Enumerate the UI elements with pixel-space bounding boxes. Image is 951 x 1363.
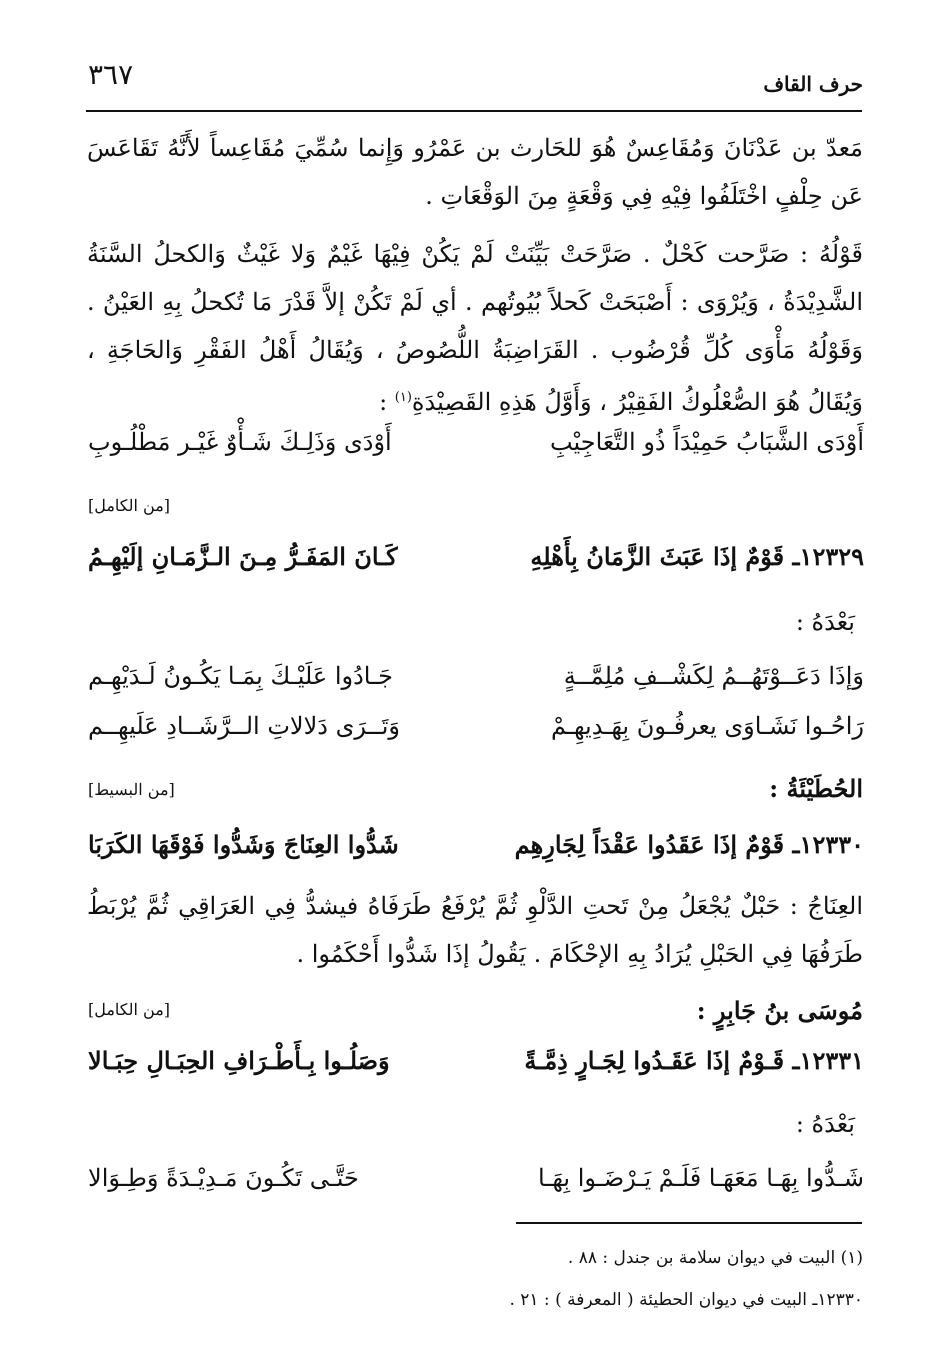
header-rule: [86, 110, 862, 112]
verse-intro: [88, 428, 864, 474]
verse-b-second-hemistich: وَتَــرَى دَلالاتِ الــرَّشَــادِ عَلَيهِــم: [88, 712, 400, 740]
page-number: ٣٦٧: [88, 58, 134, 91]
verse-intro-first-hemistich: أَوْدَى الشَّبَابُ حَمِيْدَاً ذُو التَّعَاجِيْبِ: [549, 428, 864, 456]
paragraph-2-text: قَوْلُهُ : صَرَّحت كَحْلٌ . صَرَّحَتْ بَيِّنَتْ لَمْ يَكُنْ فِيْهَا غَيْمٌ وَلا غَيْثٌ وَالكحلُ السَّنَةُ الشَّدِيْدَةُ ، وَيُرْوَى : أَصْبَحَتْ كَحلاً بُيُوتُهم . أي لَمْ تَكُنْ إلاَّ قَدْرَ مَا تُكحلُ بِهِ العَيْنُ . وَقَوْلُهُ مَأْوَى كُلِّ قُرْضُوب . القَرَاضِبَةُ اللُّصُوصُ ، وَيُقَالُ أَهْلُ الفَقْرِ وَالحَاجَةِ ، وَيُقَالُ هُوَ الصُّعْلُوكُ الفَقِيْرُ ، وَأَوَّلُ هَذِهِ القَصِيْدَةِ: [87, 240, 863, 416]
paragraph-2-end: :: [379, 388, 395, 416]
verse-12330: [88, 830, 864, 876]
meter-label-3: [من الكامل]: [88, 1000, 171, 1019]
after-label-1: بَعْدَهُ :: [795, 608, 855, 636]
verse-12330-first-hemistich: قَوْمٌ إذَا عَقَدُوا عَقْدَاً لِجَارِهِم: [514, 830, 785, 859]
verse-12331-second-hemistich: وَصَلُـوا بِـأَطْـرَافِ الحِبَـالِ حِبَـالا: [88, 1046, 390, 1075]
verse-12330-second-hemistich: شَدُّوا العِنَاجَ وَشَدُّوا فَوْقَهَا الكَرَبَا: [88, 830, 399, 859]
verse-12329-second-hemistich: كَـانَ المَفَـرُّ مِـنَ الـزَّمَـانِ إلَيْهِـمُ: [88, 542, 398, 571]
footnote-marker: (١): [394, 390, 412, 405]
paragraph-3-text: العِنَاجُ : حَبْلٌ يُجْعَلُ مِنْ تَحتِ الدَّلْوِ ثُمَّ يُرْفَعُ طَرَفَاهُ فيشدُّ فِي العَرَاقِي ثُمَّ يُرْبَطُ طَرَفُهَا فِي الحَبْلِ يُرَادُ بِهِ الإحْكَامَ . يَقُولُ إذَا شَدُّوا أَحْكَمُوا .: [87, 892, 863, 968]
verse-12330-number: ١٢٣٣٠ـ: [792, 830, 864, 859]
meter-label-2: [من البسيط]: [88, 780, 175, 799]
verse-12329-first-hemistich: قَوْمٌ إذَا عَبَثَ الزَّمَانُ بِأَهْلِهِ: [530, 542, 785, 571]
paragraph-1: [87, 124, 863, 220]
paragraph-3: [87, 882, 863, 978]
verse-a: [88, 662, 864, 708]
footnote-2: ١٢٣٣٠ـ البيت في ديوان الحطيئة ( المعرفة ) : ٢١ .: [509, 1290, 863, 1310]
verse-c: [88, 1164, 864, 1210]
after-label-2: بَعْدَهُ :: [795, 1110, 855, 1138]
poet-musa: مُوسَى بنُ جَابِرٍ :: [696, 996, 863, 1025]
meter-label-1: [من الكامل]: [88, 496, 171, 515]
paragraph-2: [87, 230, 863, 426]
verse-c-second-hemistich: حَتَّـى تَكُـونَ مَـدِيْـدَةً وَطِـوَالا: [88, 1164, 359, 1192]
verse-12331-first-hemistich: قَـوْمٌ إذَا عَقَـدُوا لِجَـارٍ ذِمَّـةً: [524, 1046, 785, 1075]
poet-hutayah: الحُطَيْئَةُ :: [769, 774, 863, 803]
verse-12331: [88, 1046, 864, 1092]
verse-b-first-hemistich: رَاحُـوا نَشَـاوَى يعرفُـونَ بِهَـدِيهِـمْ: [550, 712, 864, 740]
paragraph-1-text: مَعدّ بن عَدْنَانَ وَمُقَاعِسٌ هُوَ للحَارث بن عَمْرُو وَإِنما سُمِّيَ مُقَاعِساً لأَنَّهُ تَقَاعَسَ عَن حِلْفٍ اخْتَلَفُوا فِيْهِ فِي وَقْعَةٍ مِنَ الوَقْعَاتِ .: [87, 134, 863, 210]
verse-intro-second-hemistich: أَوْدَى وَذَلِـكَ شَـأْوٌ غَيْـر مَطْلُـوبِ: [88, 428, 392, 456]
verse-12331-number: ١٢٣٣١ـ: [792, 1046, 864, 1075]
verse-12329-number: ١٢٣٢٩ـ: [792, 542, 864, 571]
verse-a-second-hemistich: جَـادُوا عَلَيْـكَ بِمَـا يَكُـونُ لَـدَيْهِـم: [88, 662, 393, 690]
verse-b: [88, 712, 864, 758]
footnote-rule: [516, 1222, 862, 1224]
footnote-1: (١) البيت في ديوان سلامة بن جندل : ٨٨ .: [567, 1248, 863, 1268]
verse-a-first-hemistich: وَإذَا دَعَــوْتَهُــمُ لِكَشْــفِ مُلِمَّــةٍ: [563, 662, 864, 690]
verse-c-first-hemistich: شَـدُّوا بِهَـا مَعَهَـا فَلَـمْ يَـرْضَـوا بِهَـا: [537, 1164, 864, 1192]
chapter-title: حرف القاف: [763, 72, 863, 96]
verse-12329: [88, 542, 864, 588]
